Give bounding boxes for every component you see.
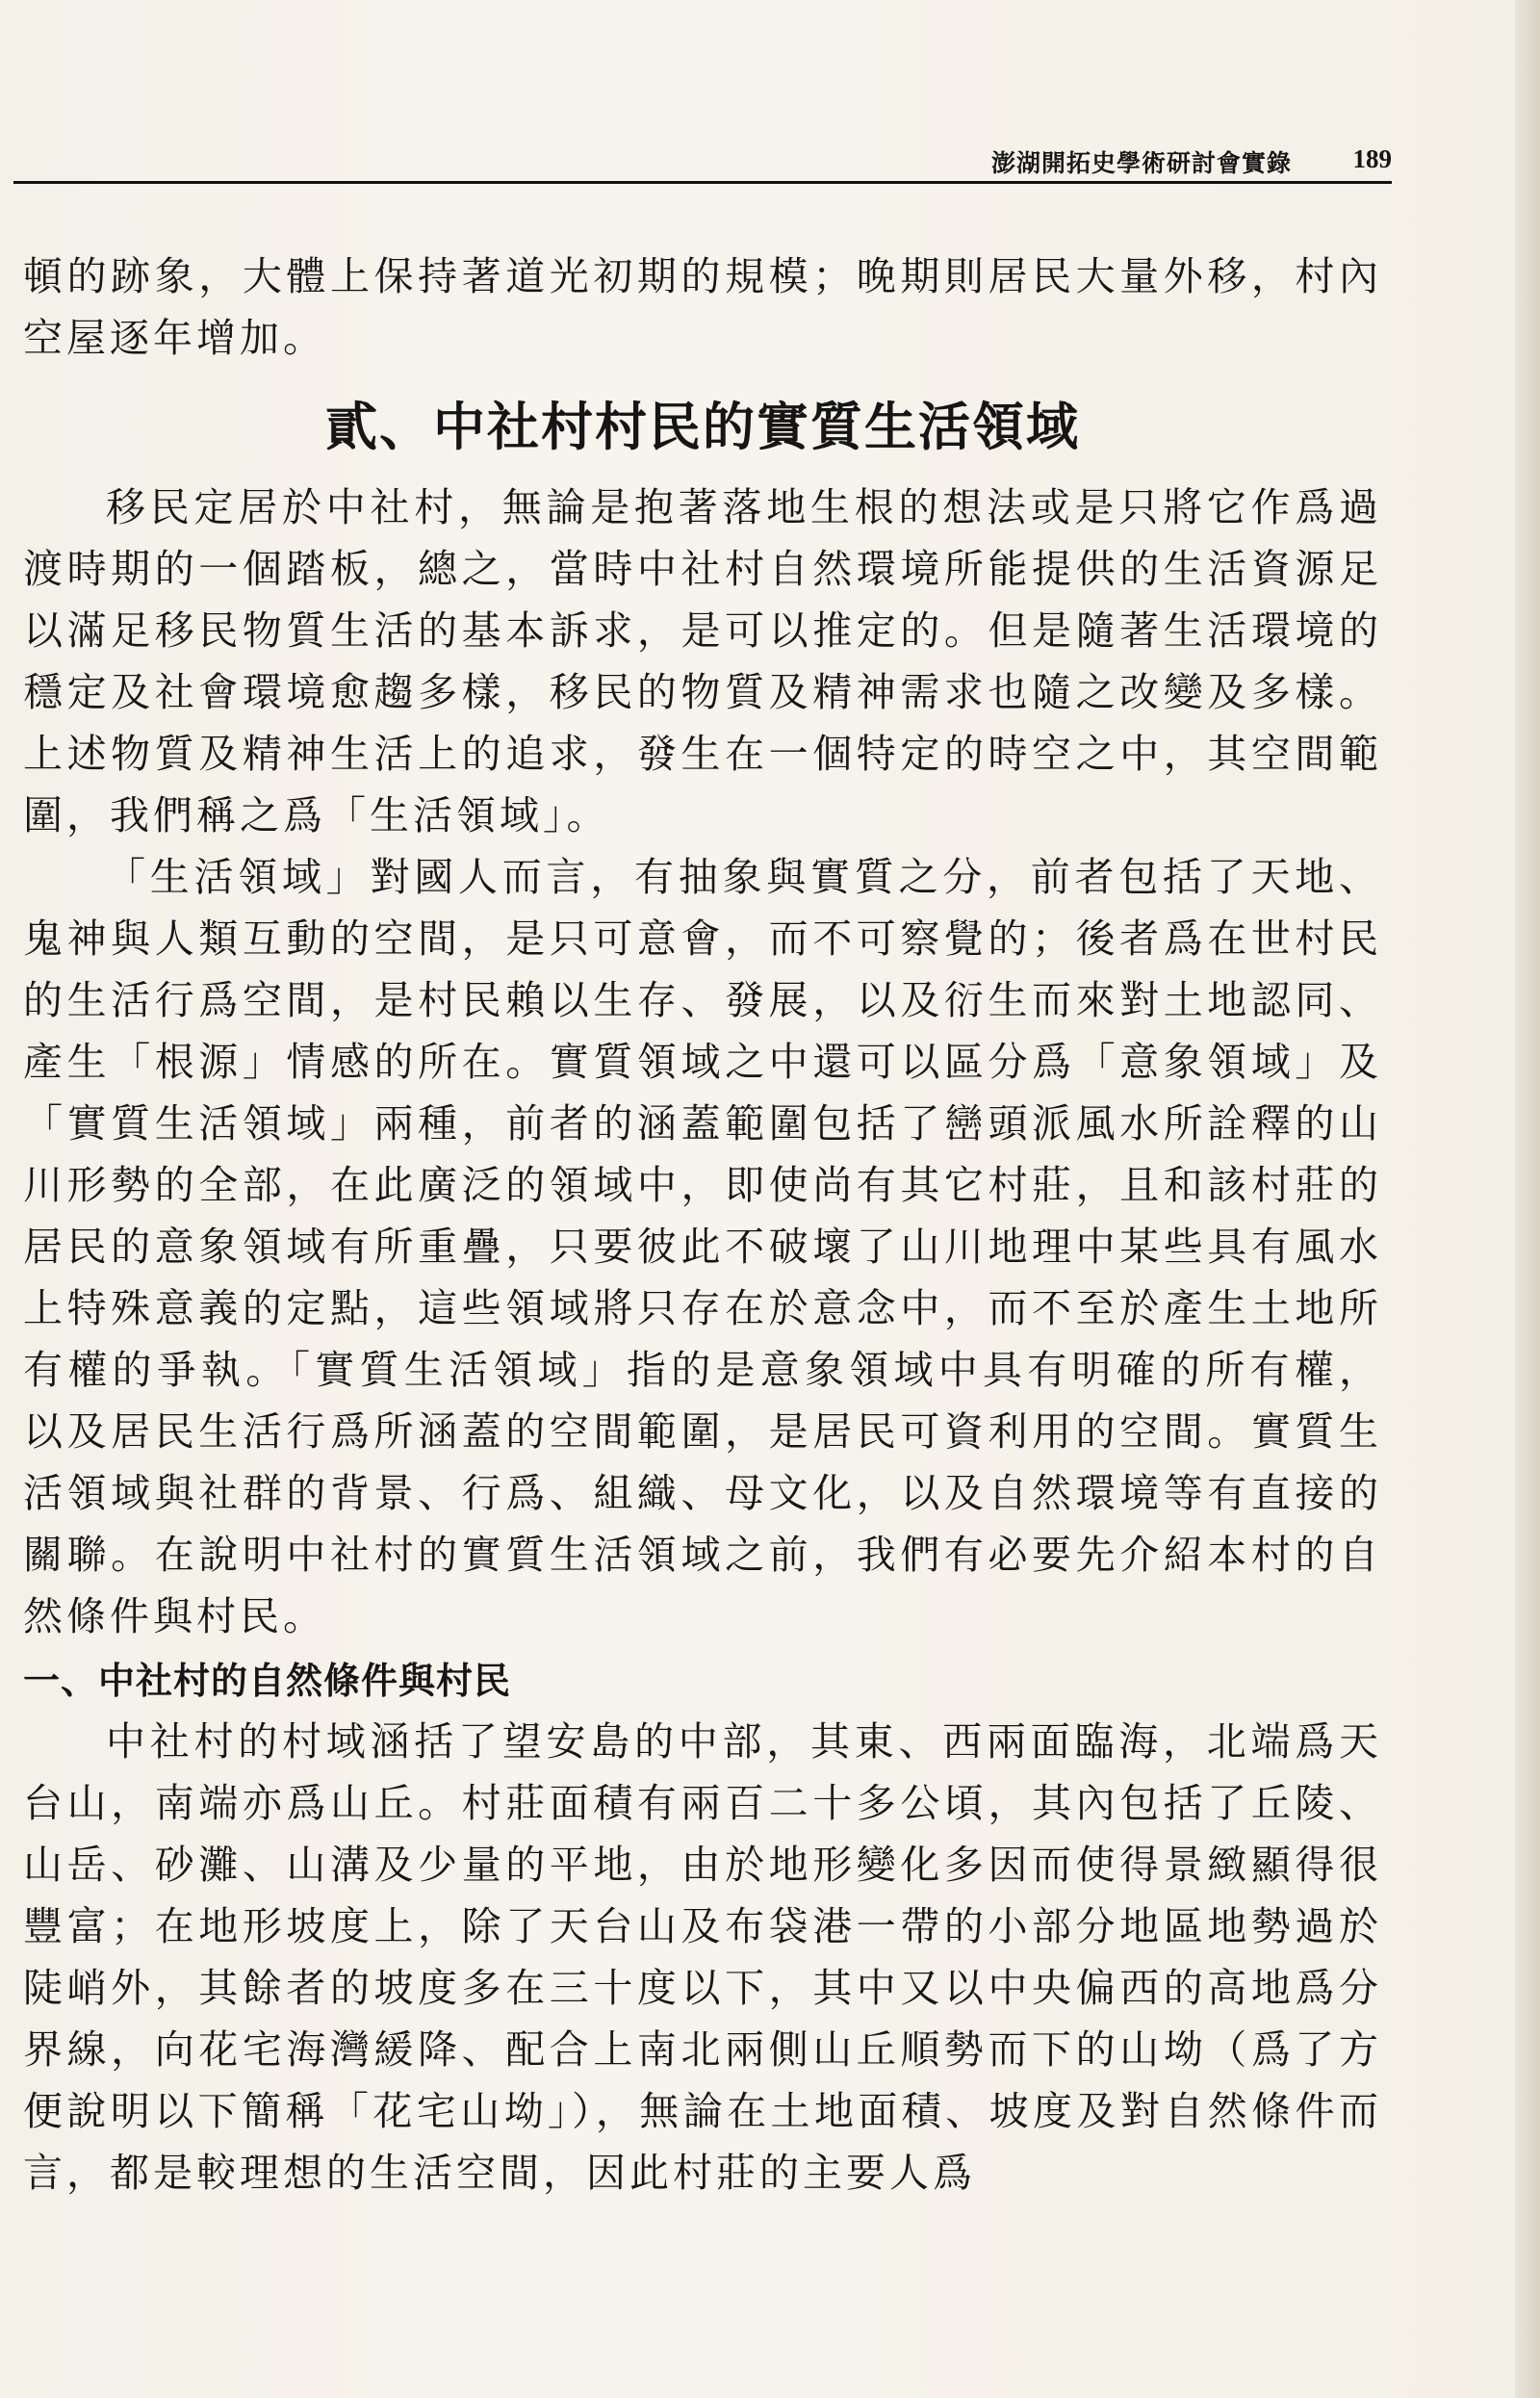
paragraph: 中社村的村域涵括了望安島的中部，其東、西兩面臨海，北端爲天台山，南端亦爲山丘。村莊面積有兩百二十多公頃，其內包括了丘陵、山岳、砂灘、山溝及少量的平地，由於地形變化多因而使得景緻顯得很豐富；在地形坡度上，除了天台山及布袋港一帶的小部分地區地勢過於陡峭外，其餘者的坡度多在三十度以下，其中又以中央偏西的高地爲分界線，向花宅海灣緩降、配合上南北兩側山丘順勢而下的山坳（爲了方便說明以下簡稱「花宅山坳」），無論在土地面積、坡度及對自然條件而言，都是較理想的生活空間，因此村莊的主要人爲	[23, 1718, 1382, 2196]
paragraph: 移民定居於中社村，無論是抱著落地生根的想法或是只將它作爲過渡時期的一個踏板，總之，當時中社村自然環境所能提供的生活資源足以滿足移民物質生活的基本訴求，是可以推定的。但是隨著生活環境的穩定及社會環境愈趨多樣，移民的物質及精神需求也隨之改變及多樣。上述物質及精神生活上的追求，發生在一個特定的時空之中，其空間範圍，我們稱之爲「生活領域」。	[23, 484, 1382, 838]
running-header	[13, 135, 1392, 184]
page-number: 189	[1352, 144, 1392, 173]
paragraph-continued: 頓的跡象，大體上保持著道光初期的規模；晚期則居民大量外移，村內空屋逐年增加。	[23, 253, 1382, 361]
subsection-heading: 一、中社村的自然條件與村民	[23, 1660, 512, 1702]
section-heading: 貳、中社村村民的實質生活領域	[325, 397, 1080, 457]
body-text	[23, 245, 1382, 2204]
page-edge-shadow	[1515, 0, 1540, 2398]
running-header-title: 澎湖開拓史學術研討會實錄	[990, 149, 1292, 177]
paragraph: 「生活領域」對國人而言，有抽象與實質之分，前者包括了天地、鬼神與人類互動的空間，是只可意會，而不可察覺的；後者爲在世村民的生活行爲空間，是村民賴以生存、發展，以及衍生而來對土地認同、產生「根源」情感的所在。實質領域之中還可以區分爲「意象領域」及「實質生活領域」兩種，前者的涵蓋範圍包括了巒頭派風水所詮釋的山川形勢的全部，在此廣泛的領域中，即使尚有其它村莊，且和該村莊的居民的意象領域有所重疊，只要彼此不破壞了山川地理中某些具有風水上特殊意義的定點，這些領域將只存在於意念中，而不至於產生土地所有權的爭執。「實質生活領域」指的是意象領域中具有明確的所有權，以及居民生活行爲所涵蓋的空間範圍，是居民可資利用的空間。實質生活領域與社群的背景、行爲、組織、母文化，以及自然環境等有直接的關聯。在說明中社村的實質生活領域之前，我們有必要先介紹本村的自然條件與村民。	[23, 854, 1382, 1639]
